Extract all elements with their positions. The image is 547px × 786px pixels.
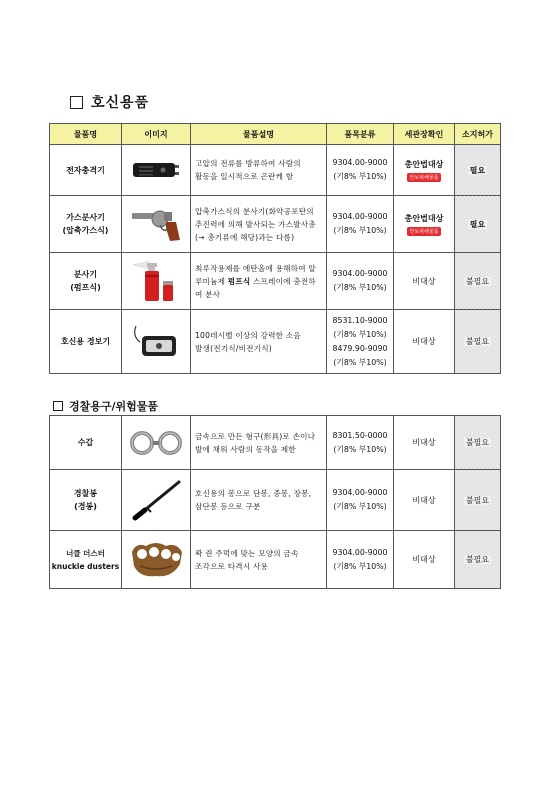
item-image (122, 310, 191, 374)
header-customs-check: 세관장확인 (394, 124, 455, 145)
item-description: 최루작용제를 에탄올에 용해하여 알루미늄제 펌프식 스프레이에 충전하여 분사 (191, 253, 327, 310)
item-description: 금속으로 만든 형구(形具)로 손이나 발에 채워 사람의 동작을 제한 (191, 416, 327, 470)
customs-check: 비대상 (394, 253, 455, 310)
header-hs-code: 품목분류 (327, 124, 394, 145)
item-name: 수갑 (50, 416, 122, 470)
stun-gun-icon (129, 155, 183, 185)
customs-check: 총안법대상 안보위해물품 (394, 145, 455, 196)
section-title-text: 경찰용구/위험물품 (69, 400, 159, 413)
item-description: 100데시벨 이상의 강력한 소음 발생(전기식/비전기식) (191, 310, 327, 374)
license-required: 불필요 (455, 253, 501, 310)
hs-code: 9304.00-9000 (기8% 부10%) (327, 253, 394, 310)
item-name: 전자충격기 (50, 145, 122, 196)
hs-code: 8301.50-0000 (기8% 부10%) (327, 416, 394, 470)
hs-code: 8531.10-9000 (기8% 부10%) 8479.90-9090 (기8% 부10%) (327, 310, 394, 374)
item-image (122, 416, 191, 470)
security-risk-badge: 안보위해물품 (407, 173, 442, 182)
emphasis-pump-type: 펌프식 (227, 276, 251, 286)
item-name: 가스분사기 (압축가스식) (50, 196, 122, 253)
customs-check: 비대상 (394, 470, 455, 531)
table-row (50, 253, 501, 310)
section-title-self-defense (70, 92, 149, 112)
item-image (122, 196, 191, 253)
revolver-icon (128, 204, 184, 244)
customs-check: 비대상 (394, 531, 455, 589)
license-required: 불필요 (455, 416, 501, 470)
section-title-text: 호신용품 (91, 95, 150, 111)
table-row (50, 310, 501, 374)
item-image (122, 253, 191, 310)
license-required: 필요 (455, 196, 501, 253)
table-row (50, 416, 501, 470)
header-image: 이미지 (122, 124, 191, 145)
customs-check: 총안법대상 안보위해물품 (394, 196, 455, 253)
brass-knuckles-icon (126, 538, 186, 582)
baton-icon (127, 476, 185, 524)
hs-code: 9304.00-9000 (기8% 부10%) (327, 470, 394, 531)
table-row (50, 145, 501, 196)
license-required: 필요 (455, 145, 501, 196)
security-risk-badge: 안보위해물품 (407, 227, 442, 236)
self-defense-items-table (49, 123, 501, 374)
hs-code: 9304.00-9000 (기8% 부10%) (327, 531, 394, 589)
item-name: 경찰봉 (경봉) (50, 470, 122, 531)
license-required: 불필요 (455, 310, 501, 374)
hs-code: 9304.00-9000 (기8% 부10%) (327, 196, 394, 253)
item-description: 호신용의 봉으로 단봉, 중봉, 장봉, 삼단봉 등으로 구분 (191, 470, 327, 531)
item-description: 압축가스식의 분사기(화약공포탄의 추진력에 의해 발사되는 가스발사총 (→ 총기류에 해당)과는 다름) (191, 196, 327, 253)
item-description: 고압의 전류를 방류하여 사람의 활동을 일시적으로 곤란케 함 (191, 145, 327, 196)
item-image (122, 531, 191, 589)
item-name: 호신용 경보기 (50, 310, 122, 374)
checkbox-square-icon (53, 401, 63, 411)
item-image (122, 470, 191, 531)
header-item-name: 물품명 (50, 124, 122, 145)
item-image (122, 145, 191, 196)
handcuffs-icon (127, 428, 185, 458)
table-row (50, 531, 501, 589)
header-license: 소지허가 (455, 124, 501, 145)
license-required: 불필요 (455, 531, 501, 589)
section-title-police-equipment (53, 398, 158, 414)
header-description: 물품설명 (191, 124, 327, 145)
customs-check: 비대상 (394, 416, 455, 470)
table-row (50, 196, 501, 253)
personal-alarm-icon (130, 322, 182, 362)
table-header-row (50, 124, 501, 145)
checkbox-square-icon (70, 96, 83, 109)
spray-canister-icon (131, 257, 181, 305)
item-name: 너클 더스터 knuckle dusters (50, 531, 122, 589)
police-equipment-table (49, 415, 501, 589)
item-name: 분사기 (펌프식) (50, 253, 122, 310)
hs-code: 9304.00-9000 (기8% 부10%) (327, 145, 394, 196)
table-row (50, 470, 501, 531)
customs-check: 비대상 (394, 310, 455, 374)
item-description: 꽉 쥔 주먹에 맞는 모양의 금속 조각으로 타격시 사용 (191, 531, 327, 589)
license-required: 불필요 (455, 470, 501, 531)
